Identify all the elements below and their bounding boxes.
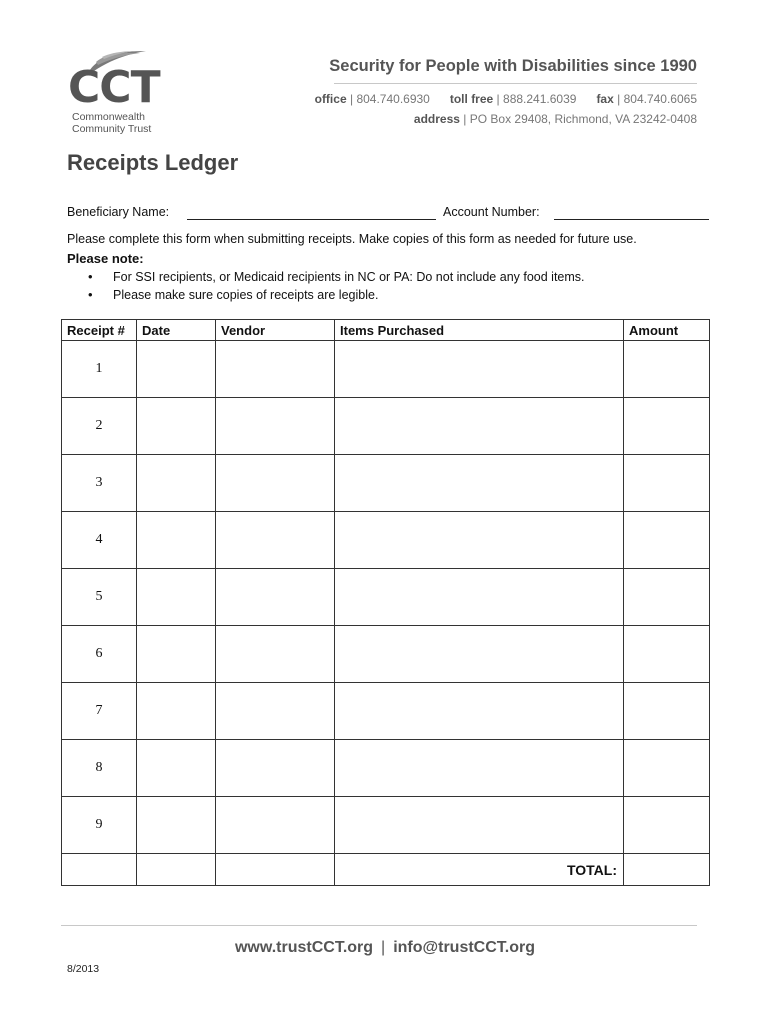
vendor-cell[interactable]	[216, 797, 335, 854]
total-row	[62, 854, 710, 886]
tollfree-label: toll free	[449, 92, 494, 106]
vendor-cell[interactable]	[216, 341, 335, 398]
vendor-cell[interactable]	[216, 398, 335, 455]
separator: |	[463, 112, 467, 126]
table-row	[62, 569, 710, 626]
total-spacer-cell	[137, 854, 216, 886]
org-name-line2: Community Trust	[72, 123, 152, 135]
logo-text: CCT	[68, 62, 160, 113]
separator: |	[496, 92, 500, 106]
column-header-receipt: Receipt #	[62, 320, 137, 341]
items-cell[interactable]	[335, 341, 624, 398]
org-name	[72, 111, 151, 135]
table-row	[62, 341, 710, 398]
table-row	[62, 455, 710, 512]
table-header-row	[62, 320, 710, 341]
date-cell[interactable]	[137, 797, 216, 854]
vendor-cell[interactable]	[216, 512, 335, 569]
account-number-label: Account Number:	[443, 205, 540, 219]
date-cell[interactable]	[137, 341, 216, 398]
separator: |	[617, 92, 621, 106]
receipt-number: 5	[62, 569, 137, 626]
vendor-cell[interactable]	[216, 569, 335, 626]
tagline: Security for People with Disabilities since 1990	[329, 57, 697, 75]
amount-cell[interactable]	[624, 455, 710, 512]
amount-cell[interactable]	[624, 341, 710, 398]
column-header-items: Items Purchased	[335, 320, 624, 341]
vendor-cell[interactable]	[216, 740, 335, 797]
items-cell[interactable]	[335, 683, 624, 740]
vendor-cell[interactable]	[216, 626, 335, 683]
beneficiary-name-field[interactable]	[187, 219, 436, 220]
receipt-number: 6	[62, 626, 137, 683]
amount-cell[interactable]	[624, 569, 710, 626]
vendor-cell[interactable]	[216, 455, 335, 512]
amount-cell[interactable]	[624, 626, 710, 683]
items-cell[interactable]	[335, 398, 624, 455]
office-label: office	[314, 92, 347, 106]
table-row	[62, 398, 710, 455]
date-cell[interactable]	[137, 455, 216, 512]
footer-links	[0, 939, 770, 957]
website-link[interactable]: www.trustCCT.org	[234, 939, 374, 956]
beneficiary-name-label: Beneficiary Name:	[67, 205, 170, 219]
column-header-vendor: Vendor	[216, 320, 335, 341]
note-item: • For SSI recipients, or Medicaid recipients in NC or PA: Do not include any food items.	[88, 268, 585, 286]
amount-cell[interactable]	[624, 683, 710, 740]
footer-divider	[61, 925, 697, 926]
note-list	[88, 268, 585, 304]
date-cell[interactable]	[137, 626, 216, 683]
page-title: Receipts Ledger	[67, 150, 239, 175]
separator: |	[349, 92, 354, 106]
date-cell[interactable]	[137, 683, 216, 740]
fax-value: 804.740.6065	[623, 92, 697, 106]
receipt-number: 9	[62, 797, 137, 854]
items-cell[interactable]	[335, 455, 624, 512]
table-row	[62, 512, 710, 569]
receipt-number: 8	[62, 740, 137, 797]
contact-line	[315, 92, 697, 106]
receipt-number: 7	[62, 683, 137, 740]
header-divider	[334, 83, 697, 84]
address-label: address	[413, 112, 460, 126]
tollfree-value: 888.241.6039	[503, 92, 577, 106]
items-cell[interactable]	[335, 569, 624, 626]
total-spacer-cell	[62, 854, 137, 886]
total-spacer-cell	[216, 854, 335, 886]
amount-cell[interactable]	[624, 740, 710, 797]
total-amount-cell[interactable]	[624, 854, 710, 886]
revision-date: 8/2013	[67, 963, 100, 975]
date-cell[interactable]	[137, 398, 216, 455]
table-row	[62, 797, 710, 854]
receipts-table	[61, 319, 710, 886]
table-row	[62, 740, 710, 797]
address-line	[414, 112, 697, 126]
items-cell[interactable]	[335, 512, 624, 569]
amount-cell[interactable]	[624, 398, 710, 455]
note-title: Please note:	[67, 251, 144, 266]
items-cell[interactable]	[335, 797, 624, 854]
footer-separator: |	[381, 939, 386, 956]
total-label: TOTAL:	[335, 854, 624, 886]
column-header-amount: Amount	[624, 320, 710, 341]
org-name-line1: Commonwealth	[72, 111, 145, 123]
office-value: 804.740.6930	[356, 92, 430, 106]
receipt-number: 3	[62, 455, 137, 512]
receipt-number: 2	[62, 398, 137, 455]
items-cell[interactable]	[335, 626, 624, 683]
receipt-number: 4	[62, 512, 137, 569]
date-cell[interactable]	[137, 512, 216, 569]
amount-cell[interactable]	[624, 797, 710, 854]
table-row	[62, 683, 710, 740]
receipt-number: 1	[62, 341, 137, 398]
column-header-date: Date	[137, 320, 216, 341]
date-cell[interactable]	[137, 569, 216, 626]
note-item: • Please make sure copies of receipts are legible.	[88, 286, 585, 304]
amount-cell[interactable]	[624, 512, 710, 569]
vendor-cell[interactable]	[216, 683, 335, 740]
items-cell[interactable]	[335, 740, 624, 797]
instructions-text: Please complete this form when submitting receipts. Make copies of this form as needed for future use.	[67, 232, 637, 246]
date-cell[interactable]	[137, 740, 216, 797]
fax-label: fax	[596, 92, 614, 106]
email-link[interactable]: info@trustCCT.org	[393, 939, 536, 956]
table-row	[62, 626, 710, 683]
account-number-field[interactable]	[554, 219, 709, 220]
address-value: PO Box 29408, Richmond, VA 23242-0408	[469, 112, 697, 126]
